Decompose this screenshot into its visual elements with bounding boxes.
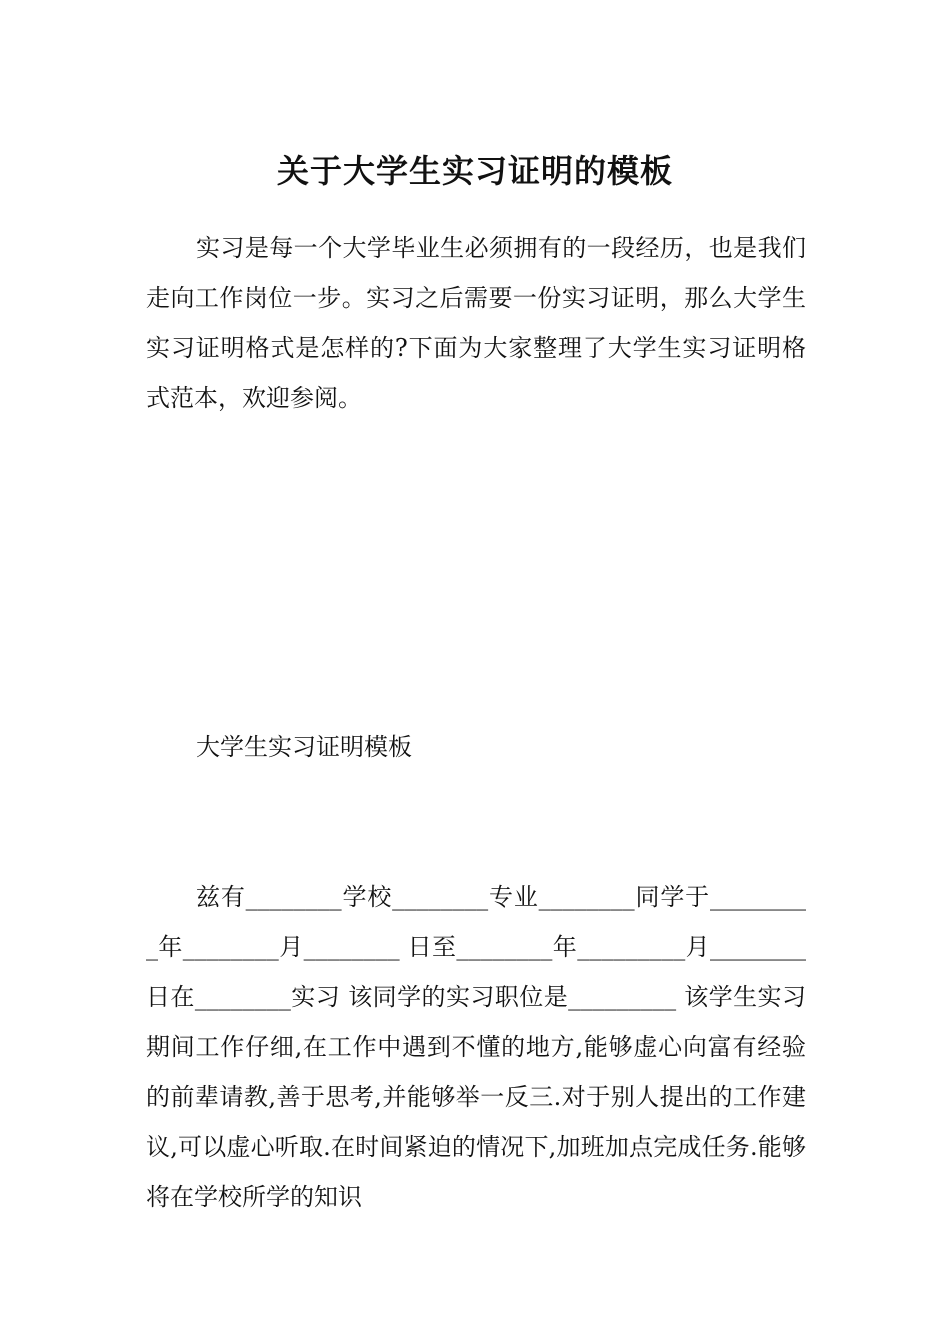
intro-paragraph: 实习是每一个大学毕业生必须拥有的一段经历，也是我们走向工作岗位一步。实习之后需要一份实习证明，那么大学生实习证明格式是怎样的?下面为大家整理了大学生实习证明格式范本，欢迎参阅。	[146, 234, 806, 412]
document-title: 关于大学生实习证明的模板	[276, 152, 673, 191]
section-heading: 大学生实习证明模板	[196, 733, 412, 761]
template-body-paragraph: 兹有________学校________专业________同学于_________年________月________ 日至________年_________月________日在________实习 该同学的实习职位是_________ 该学生实习期间工作仔细,在工作中遇到不懂的地方,能够虚心向富有经验的前辈请教,善于思考,并能够举一反三.对于别人提出的工作建议,可以虚心听取.在时间紧迫的情况下,加班加点完成任务.能够将在学校所学的知识	[146, 883, 806, 1211]
